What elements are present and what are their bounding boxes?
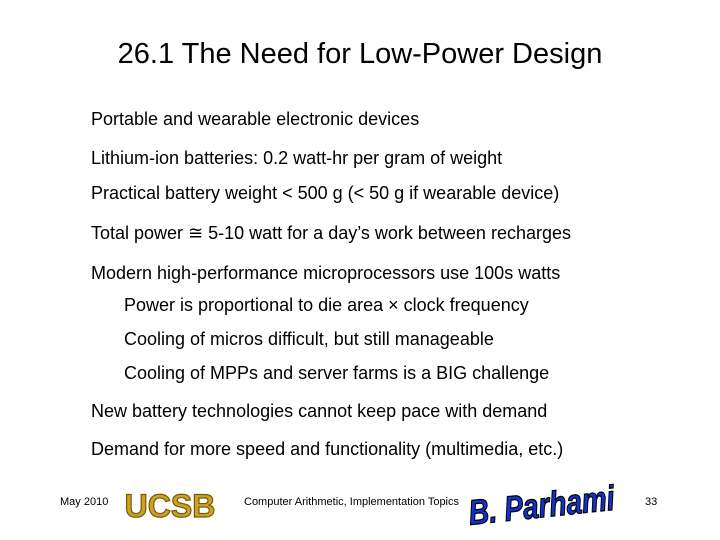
- bullet-item: Demand for more speed and functionality (multimedia, etc.): [91, 439, 564, 459]
- ucsb-logo-text: UCSB: [124, 488, 216, 524]
- bullet-item: Modern high-performance microprocessors use 100s watts: [91, 263, 561, 283]
- bullet-item: Lithium-ion batteries: 0.2 watt-hr per gram of weight: [91, 148, 503, 168]
- author-signature-logo: [466, 477, 617, 533]
- sub-bullet-item: Power is proportional to die area × clock frequency: [124, 295, 529, 315]
- author-signature-text: B. Parhami: [466, 477, 617, 533]
- page-number: 33: [645, 496, 658, 508]
- bullet-item: New battery technologies cannot keep pace with demand: [91, 401, 548, 421]
- bullet-item: Total power ≅ 5-10 watt for a day’s work between recharges: [91, 223, 571, 243]
- footer-date: May 2010: [60, 496, 109, 508]
- slide-title: 26.1 The Need for Low-Power Design: [117, 38, 603, 70]
- footer-course-title: Computer Arithmetic, Implementation Topics: [244, 496, 459, 508]
- bullet-item: Practical battery weight < 500 g (< 50 g if wearable device): [91, 183, 560, 203]
- ucsb-logo: [124, 485, 216, 525]
- bullet-item: Portable and wearable electronic devices: [91, 109, 420, 129]
- sub-bullet-item: Cooling of MPPs and server farms is a BIG challenge: [124, 363, 550, 383]
- sub-bullet-item: Cooling of micros difficult, but still manageable: [124, 329, 494, 349]
